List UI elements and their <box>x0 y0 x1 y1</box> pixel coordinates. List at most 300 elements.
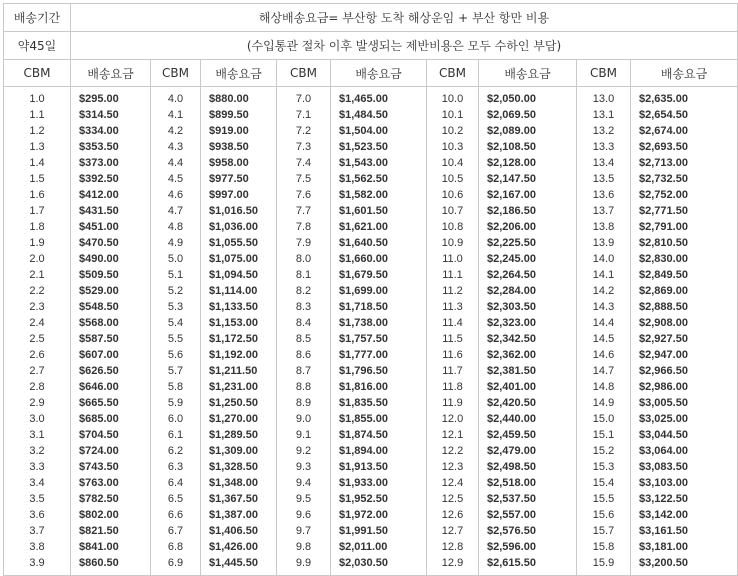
fee-cell: $2,557.00 <box>479 507 577 523</box>
cbm-cell: 4.3 <box>151 139 201 155</box>
fee-cell: $958.00 <box>201 155 277 171</box>
cbm-cell: 15.2 <box>577 443 631 459</box>
cbm-cell: 3.1 <box>4 427 71 443</box>
cbm-cell: 3.3 <box>4 459 71 475</box>
cbm-cell: 10.5 <box>427 171 479 187</box>
fee-cell: $1,816.00 <box>331 379 427 395</box>
table-row <box>4 555 738 576</box>
cbm-cell: 13.7 <box>577 203 631 219</box>
shipping-rate-table <box>3 3 738 576</box>
column-header-fee: 배송요금 <box>331 60 427 87</box>
fee-cell: $2,479.00 <box>479 443 577 459</box>
fee-cell: $1,172.50 <box>201 331 277 347</box>
fee-cell: $1,991.50 <box>331 523 427 539</box>
fee-cell: $880.00 <box>201 87 277 108</box>
fee-cell: $2,947.00 <box>631 347 738 363</box>
cbm-cell: 7.4 <box>277 155 331 171</box>
cbm-cell: 6.2 <box>151 443 201 459</box>
fee-cell: $1,406.50 <box>201 523 277 539</box>
fee-cell: $2,908.00 <box>631 315 738 331</box>
fee-cell: $1,601.50 <box>331 203 427 219</box>
fee-cell: $2,381.50 <box>479 363 577 379</box>
cbm-cell: 11.9 <box>427 395 479 411</box>
cbm-cell: 4.7 <box>151 203 201 219</box>
fee-cell: $2,264.50 <box>479 267 577 283</box>
cbm-cell: 7.1 <box>277 107 331 123</box>
fee-cell: $2,966.50 <box>631 363 738 379</box>
fee-cell: $1,231.00 <box>201 379 277 395</box>
fee-cell: $470.50 <box>71 235 151 251</box>
fee-cell: $1,016.50 <box>201 203 277 219</box>
cbm-cell: 5.8 <box>151 379 201 395</box>
fee-cell: $2,596.00 <box>479 539 577 555</box>
fee-cell: $3,044.50 <box>631 427 738 443</box>
cbm-cell: 15.7 <box>577 523 631 539</box>
cbm-cell: 9.7 <box>277 523 331 539</box>
table-row <box>4 427 738 443</box>
fee-cell: $1,562.50 <box>331 171 427 187</box>
cbm-cell: 9.5 <box>277 491 331 507</box>
cbm-cell: 1.0 <box>4 87 71 108</box>
fee-cell: $1,543.00 <box>331 155 427 171</box>
column-header-cbm: CBM <box>4 60 71 87</box>
fee-cell: $821.50 <box>71 523 151 539</box>
fee-cell: $2,771.50 <box>631 203 738 219</box>
fee-cell: $529.00 <box>71 283 151 299</box>
cbm-cell: 9.6 <box>277 507 331 523</box>
fee-cell: $2,810.50 <box>631 235 738 251</box>
cbm-cell: 9.0 <box>277 411 331 427</box>
fee-cell: $3,064.00 <box>631 443 738 459</box>
cbm-cell: 6.7 <box>151 523 201 539</box>
fee-cell: $2,050.00 <box>479 87 577 108</box>
fee-cell: $724.00 <box>71 443 151 459</box>
fee-cell: $373.00 <box>71 155 151 171</box>
fee-cell: $2,752.00 <box>631 187 738 203</box>
cbm-cell: 10.4 <box>427 155 479 171</box>
fee-cell: $977.50 <box>201 171 277 187</box>
fee-cell: $919.00 <box>201 123 277 139</box>
cbm-cell: 7.7 <box>277 203 331 219</box>
cbm-cell: 6.8 <box>151 539 201 555</box>
fee-cell: $1,874.50 <box>331 427 427 443</box>
cbm-cell: 13.1 <box>577 107 631 123</box>
fee-cell: $2,186.50 <box>479 203 577 219</box>
cbm-cell: 7.3 <box>277 139 331 155</box>
fee-cell: $1,445.50 <box>201 555 277 576</box>
cbm-cell: 12.2 <box>427 443 479 459</box>
fee-cell: $841.00 <box>71 539 151 555</box>
fee-cell: $2,108.50 <box>479 139 577 155</box>
fee-cell: $938.50 <box>201 139 277 155</box>
cbm-cell: 2.0 <box>4 251 71 267</box>
cbm-cell: 8.7 <box>277 363 331 379</box>
cbm-cell: 5.0 <box>151 251 201 267</box>
cbm-cell: 12.8 <box>427 539 479 555</box>
fee-cell: $743.50 <box>71 459 151 475</box>
fee-cell: $1,328.50 <box>201 459 277 475</box>
cbm-cell: 10.6 <box>427 187 479 203</box>
table-row <box>4 331 738 347</box>
fee-cell: $412.00 <box>71 187 151 203</box>
table-row <box>4 395 738 411</box>
fee-cell: $1,075.00 <box>201 251 277 267</box>
fee-cell: $3,103.00 <box>631 475 738 491</box>
table-row <box>4 475 738 491</box>
fee-cell: $2,303.50 <box>479 299 577 315</box>
fee-cell: $509.50 <box>71 267 151 283</box>
cbm-cell: 3.6 <box>4 507 71 523</box>
period-value: 약45일 <box>4 32 71 60</box>
cbm-cell: 4.5 <box>151 171 201 187</box>
cbm-cell: 5.1 <box>151 267 201 283</box>
cbm-cell: 9.9 <box>277 555 331 576</box>
fee-cell: $1,640.50 <box>331 235 427 251</box>
cbm-cell: 13.9 <box>577 235 631 251</box>
fee-cell: $2,323.00 <box>479 315 577 331</box>
cbm-cell: 15.5 <box>577 491 631 507</box>
column-header-fee: 배송요금 <box>631 60 738 87</box>
cbm-cell: 1.2 <box>4 123 71 139</box>
cbm-cell: 5.3 <box>151 299 201 315</box>
fee-cell: $2,167.00 <box>479 187 577 203</box>
cbm-cell: 8.3 <box>277 299 331 315</box>
fee-cell: $2,420.50 <box>479 395 577 411</box>
fee-cell: $2,225.50 <box>479 235 577 251</box>
fee-cell: $1,777.00 <box>331 347 427 363</box>
fee-cell: $1,699.00 <box>331 283 427 299</box>
cbm-cell: 6.9 <box>151 555 201 576</box>
table-row <box>4 315 738 331</box>
cbm-cell: 11.0 <box>427 251 479 267</box>
fee-cell: $2,674.00 <box>631 123 738 139</box>
cbm-cell: 2.9 <box>4 395 71 411</box>
fee-cell: $490.00 <box>71 251 151 267</box>
fee-cell: $1,211.50 <box>201 363 277 379</box>
fee-cell: $1,679.50 <box>331 267 427 283</box>
fee-cell: $353.50 <box>71 139 151 155</box>
cbm-cell: 14.9 <box>577 395 631 411</box>
cbm-cell: 12.6 <box>427 507 479 523</box>
column-header-cbm: CBM <box>427 60 479 87</box>
cbm-cell: 13.6 <box>577 187 631 203</box>
cbm-cell: 14.8 <box>577 379 631 395</box>
fee-cell: $2,362.00 <box>479 347 577 363</box>
fee-cell: $295.00 <box>71 87 151 108</box>
table-row <box>4 187 738 203</box>
cbm-cell: 15.1 <box>577 427 631 443</box>
cbm-cell: 2.4 <box>4 315 71 331</box>
cbm-cell: 4.4 <box>151 155 201 171</box>
cbm-cell: 2.6 <box>4 347 71 363</box>
fee-cell: $1,894.00 <box>331 443 427 459</box>
fee-cell: $1,582.00 <box>331 187 427 203</box>
fee-cell: $1,504.00 <box>331 123 427 139</box>
table-row <box>4 491 738 507</box>
fee-cell: $1,757.50 <box>331 331 427 347</box>
fee-cell: $3,083.50 <box>631 459 738 475</box>
fee-cell: $860.50 <box>71 555 151 576</box>
table-row <box>4 539 738 555</box>
fee-cell: $1,153.00 <box>201 315 277 331</box>
cbm-cell: 14.1 <box>577 267 631 283</box>
cbm-cell: 2.3 <box>4 299 71 315</box>
table-row <box>4 267 738 283</box>
fee-cell: $802.00 <box>71 507 151 523</box>
cbm-cell: 14.6 <box>577 347 631 363</box>
fee-cell: $2,869.00 <box>631 283 738 299</box>
column-header-fee: 배송요금 <box>201 60 277 87</box>
cbm-cell: 9.4 <box>277 475 331 491</box>
fee-cell: $2,030.50 <box>331 555 427 576</box>
fee-cell: $1,114.00 <box>201 283 277 299</box>
fee-cell: $3,181.00 <box>631 539 738 555</box>
fee-cell: $1,426.00 <box>201 539 277 555</box>
fee-cell: $2,830.00 <box>631 251 738 267</box>
cbm-cell: 14.0 <box>577 251 631 267</box>
fee-cell: $1,523.50 <box>331 139 427 155</box>
fee-cell: $2,069.50 <box>479 107 577 123</box>
fee-cell: $2,518.00 <box>479 475 577 491</box>
cbm-cell: 14.2 <box>577 283 631 299</box>
cbm-cell: 1.6 <box>4 187 71 203</box>
fee-cell: $763.00 <box>71 475 151 491</box>
fee-cell: $665.50 <box>71 395 151 411</box>
cbm-cell: 7.5 <box>277 171 331 187</box>
fee-cell: $1,348.00 <box>201 475 277 491</box>
cbm-cell: 3.0 <box>4 411 71 427</box>
cbm-cell: 7.8 <box>277 219 331 235</box>
fee-cell: $3,161.50 <box>631 523 738 539</box>
fee-cell: $1,835.50 <box>331 395 427 411</box>
fee-cell: $1,621.00 <box>331 219 427 235</box>
fee-cell: $1,133.50 <box>201 299 277 315</box>
fee-cell: $2,089.00 <box>479 123 577 139</box>
cbm-cell: 1.1 <box>4 107 71 123</box>
cbm-cell: 1.8 <box>4 219 71 235</box>
fee-cell: $1,094.50 <box>201 267 277 283</box>
column-header-row <box>4 60 738 87</box>
cbm-cell: 8.1 <box>277 267 331 283</box>
cbm-cell: 15.8 <box>577 539 631 555</box>
fee-cell: $1,250.50 <box>201 395 277 411</box>
cbm-cell: 11.1 <box>427 267 479 283</box>
cbm-cell: 12.5 <box>427 491 479 507</box>
fee-cell: $392.50 <box>71 171 151 187</box>
table-row <box>4 235 738 251</box>
fee-cell: $1,036.00 <box>201 219 277 235</box>
cbm-cell: 14.3 <box>577 299 631 315</box>
cbm-cell: 13.0 <box>577 87 631 108</box>
cbm-cell: 2.2 <box>4 283 71 299</box>
fee-cell: $1,913.50 <box>331 459 427 475</box>
cbm-cell: 6.0 <box>151 411 201 427</box>
fee-cell: $451.00 <box>71 219 151 235</box>
cbm-cell: 13.3 <box>577 139 631 155</box>
fee-cell: $548.50 <box>71 299 151 315</box>
table-row <box>4 347 738 363</box>
cbm-cell: 4.9 <box>151 235 201 251</box>
fee-cell: $607.00 <box>71 347 151 363</box>
fee-cell: $1,192.00 <box>201 347 277 363</box>
cbm-cell: 5.2 <box>151 283 201 299</box>
fee-cell: $431.50 <box>71 203 151 219</box>
cbm-cell: 1.7 <box>4 203 71 219</box>
table-row <box>4 107 738 123</box>
table-row <box>4 379 738 395</box>
fee-cell: $1,972.00 <box>331 507 427 523</box>
fee-cell: $997.00 <box>201 187 277 203</box>
cbm-cell: 4.2 <box>151 123 201 139</box>
cbm-cell: 14.5 <box>577 331 631 347</box>
cbm-cell: 3.5 <box>4 491 71 507</box>
cbm-cell: 13.2 <box>577 123 631 139</box>
rate-rows <box>4 87 738 576</box>
fee-cell: $2,791.00 <box>631 219 738 235</box>
fee-cell: $3,122.50 <box>631 491 738 507</box>
fee-cell: $2,498.50 <box>479 459 577 475</box>
fee-cell: $626.50 <box>71 363 151 379</box>
table-row <box>4 523 738 539</box>
cbm-cell: 2.5 <box>4 331 71 347</box>
fee-cell: $1,387.00 <box>201 507 277 523</box>
fee-cell: $1,855.00 <box>331 411 427 427</box>
fee-cell: $2,401.00 <box>479 379 577 395</box>
fee-cell: $1,055.50 <box>201 235 277 251</box>
fee-cell: $3,200.50 <box>631 555 738 576</box>
cbm-cell: 11.7 <box>427 363 479 379</box>
period-label: 배송기간 <box>4 4 71 32</box>
cbm-cell: 7.2 <box>277 123 331 139</box>
fee-cell: $1,309.00 <box>201 443 277 459</box>
cbm-cell: 11.3 <box>427 299 479 315</box>
fee-cell: $2,732.50 <box>631 171 738 187</box>
cbm-cell: 15.9 <box>577 555 631 576</box>
fee-cell: $2,537.50 <box>479 491 577 507</box>
fee-cell: $2,206.00 <box>479 219 577 235</box>
cbm-cell: 14.7 <box>577 363 631 379</box>
cbm-cell: 8.5 <box>277 331 331 347</box>
fee-cell: $2,342.50 <box>479 331 577 347</box>
fee-cell: $2,011.00 <box>331 539 427 555</box>
column-header-cbm: CBM <box>151 60 201 87</box>
cbm-cell: 10.8 <box>427 219 479 235</box>
fee-note: (수입통관 절차 이후 발생되는 제반비용은 모두 수하인 부담) <box>71 32 738 60</box>
fee-formula: 해상배송요금= 부산항 도착 해상운임 + 부산 항만 비용 <box>71 4 738 32</box>
fee-cell: $314.50 <box>71 107 151 123</box>
fee-cell: $2,576.50 <box>479 523 577 539</box>
fee-cell: $2,927.50 <box>631 331 738 347</box>
fee-cell: $1,718.50 <box>331 299 427 315</box>
cbm-cell: 9.2 <box>277 443 331 459</box>
cbm-cell: 12.1 <box>427 427 479 443</box>
cbm-cell: 11.8 <box>427 379 479 395</box>
fee-cell: $2,888.50 <box>631 299 738 315</box>
cbm-cell: 5.9 <box>151 395 201 411</box>
fee-cell: $2,284.00 <box>479 283 577 299</box>
table-row <box>4 299 738 315</box>
fee-cell: $2,986.00 <box>631 379 738 395</box>
fee-cell: $3,142.00 <box>631 507 738 523</box>
fee-cell: $782.50 <box>71 491 151 507</box>
fee-cell: $1,270.00 <box>201 411 277 427</box>
cbm-cell: 10.1 <box>427 107 479 123</box>
fee-cell: $1,933.00 <box>331 475 427 491</box>
fee-cell: $704.50 <box>71 427 151 443</box>
table-row <box>4 459 738 475</box>
cbm-cell: 7.6 <box>277 187 331 203</box>
table-row <box>4 139 738 155</box>
cbm-cell: 1.9 <box>4 235 71 251</box>
cbm-cell: 9.8 <box>277 539 331 555</box>
cbm-cell: 8.9 <box>277 395 331 411</box>
cbm-cell: 3.9 <box>4 555 71 576</box>
cbm-cell: 12.0 <box>427 411 479 427</box>
cbm-cell: 1.4 <box>4 155 71 171</box>
cbm-cell: 13.8 <box>577 219 631 235</box>
cbm-cell: 5.7 <box>151 363 201 379</box>
column-header-cbm: CBM <box>577 60 631 87</box>
fee-cell: $1,660.00 <box>331 251 427 267</box>
cbm-cell: 6.3 <box>151 459 201 475</box>
table-row <box>4 171 738 187</box>
fee-cell: $2,654.50 <box>631 107 738 123</box>
table-row <box>4 411 738 427</box>
cbm-cell: 13.4 <box>577 155 631 171</box>
cbm-cell: 11.4 <box>427 315 479 331</box>
column-header-cbm: CBM <box>277 60 331 87</box>
table-row <box>4 87 738 108</box>
cbm-cell: 15.4 <box>577 475 631 491</box>
column-header-fee: 배송요금 <box>71 60 151 87</box>
column-header-fee: 배송요금 <box>479 60 577 87</box>
table-row <box>4 203 738 219</box>
cbm-cell: 12.7 <box>427 523 479 539</box>
fee-cell: $587.50 <box>71 331 151 347</box>
cbm-cell: 11.2 <box>427 283 479 299</box>
table-row <box>4 443 738 459</box>
cbm-cell: 2.8 <box>4 379 71 395</box>
table-row <box>4 507 738 523</box>
cbm-cell: 1.5 <box>4 171 71 187</box>
cbm-cell: 10.7 <box>427 203 479 219</box>
fee-cell: $2,147.50 <box>479 171 577 187</box>
fee-cell: $2,459.50 <box>479 427 577 443</box>
fee-cell: $1,796.50 <box>331 363 427 379</box>
cbm-cell: 8.0 <box>277 251 331 267</box>
cbm-cell: 8.8 <box>277 379 331 395</box>
fee-cell: $1,367.50 <box>201 491 277 507</box>
fee-cell: $2,693.50 <box>631 139 738 155</box>
fee-cell: $1,465.00 <box>331 87 427 108</box>
fee-cell: $1,289.50 <box>201 427 277 443</box>
cbm-cell: 6.4 <box>151 475 201 491</box>
cbm-cell: 11.6 <box>427 347 479 363</box>
cbm-cell: 5.5 <box>151 331 201 347</box>
fee-cell: $2,245.00 <box>479 251 577 267</box>
cbm-cell: 6.5 <box>151 491 201 507</box>
cbm-cell: 10.9 <box>427 235 479 251</box>
cbm-cell: 3.8 <box>4 539 71 555</box>
fee-cell: $334.00 <box>71 123 151 139</box>
table-row <box>4 123 738 139</box>
cbm-cell: 2.1 <box>4 267 71 283</box>
cbm-cell: 9.1 <box>277 427 331 443</box>
cbm-cell: 12.9 <box>427 555 479 576</box>
fee-cell: $1,952.50 <box>331 491 427 507</box>
cbm-cell: 4.1 <box>151 107 201 123</box>
cbm-cell: 12.4 <box>427 475 479 491</box>
